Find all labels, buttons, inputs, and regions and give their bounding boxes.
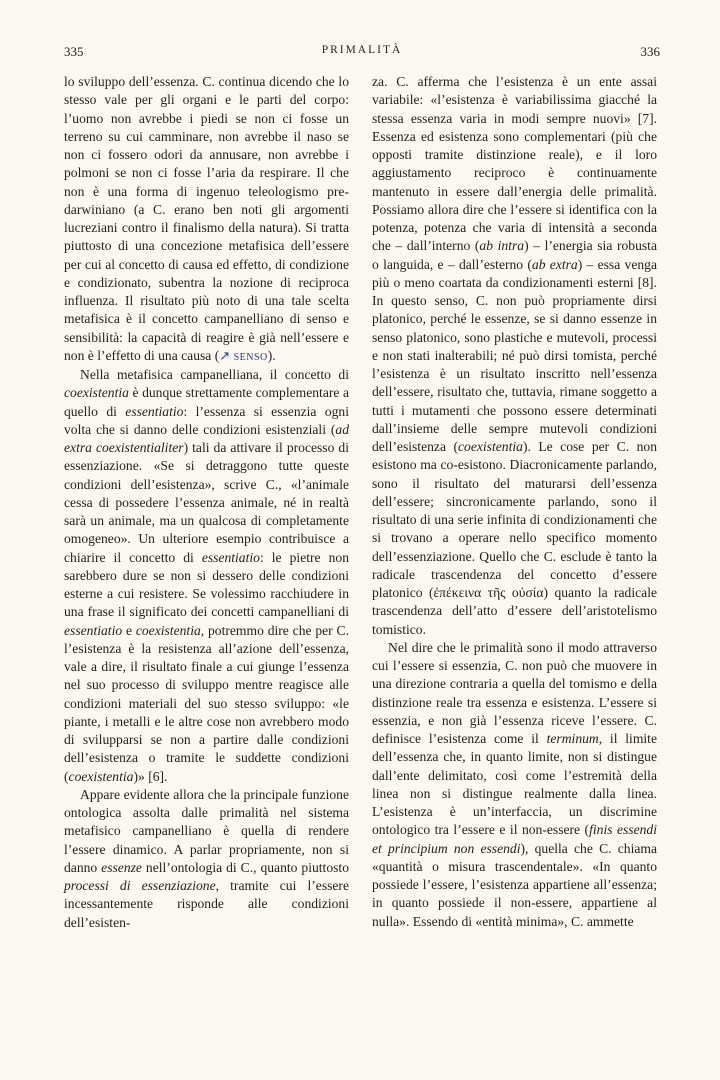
running-title: PRIMALITÀ	[321, 44, 403, 56]
cross-reference-link[interactable]	[219, 348, 268, 363]
right-column	[372, 73, 657, 931]
arrow-northeast-icon: ↗	[219, 348, 231, 364]
paragraph: Nel dire che le primalità sono il modo attraverso cui l’essere si essenzia, C. non può che muovere in una direzione contraria a quella del tomismo e della distinzione reale tra essenza e esistenza. L’essere si essenzia, e non già l’essenza riceve l’essere. C. definisce l’esistenza come il terminum, il limite dell’essenza che, in quanto limite, non si distingue dall’ente delimitato, così come l’estremità della linea non si distingue realmente dalla linea. L’esistenza è un’interfaccia, un discrimine ontologico tra l’essere e il non-essere (finis essendi et principium non essendi), quella che C. chiama «quantità o misura trascendentale». «In quanto possiede l’essere, l’esistenza appartiene all’essenza; in quanto possiede il non-essere, appartiene al nulla». Essendo di «entità minima», C. ammette	[372, 639, 658, 929]
paragraph: Appare evidente allora che la principale funzione ontologica assolta dalle primalità nel sistema metafisico campanelliano è quella di rendere l’essere dinamico. A parlar propriamente, non si danno essenze nell’ontologia di C., quanto piuttosto processi di essenziazione, tramite cui l’essere incessantemente risponde alle condizioni dell’esisten-	[64, 786, 349, 930]
page-number-left: 335	[64, 44, 84, 59]
paragraph: Nella metafisica campanelliana, il concetto di coexistentia è dunque strettamente complementare a quello di essentiatio: l’essenza si essenzia ogni volta che si danno delle condizioni esistenziali (ad extra coexistentialiter) tali da attivare il processo di essenziazione. «Se si detraggono tutte queste condizioni dell’esistenza», scrive C., «l’animale cessa di possedere l’essenza animale, né in realtà sarà un animale, ma un qualcosa di completamente omogeneo». Un ulteriore esempio contribuisce a chiarire il concetto di essentiatio: le pietre non sarebbero dure se non si dessero delle condizioni esterne a cui resistere. Se volessimo racchiudere in una frase il significato dei concetti campanelliani di essentiatio e coexistentia, potremmo dire che per C. l’esistenza è la resistenza all’azione dell’essenza, vale a dire, il risultato finale a cui giunge l’essenza nel suo processo di sviluppo mentre reagisce alle condizioni materiali del suo stesso sviluppo: «le piante, i metalli e le altre cose non avrebbero modo di svilupparsi se non a partire dalle condizioni dell’esistenza o tramite le suddette condizioni (coexistentia)» [6].	[64, 367, 350, 784]
paragraph: lo sviluppo dell’essenza. C. continua dicendo che lo stesso vale per gli organi e le parti del corpo: l’uomo non avrebbe i piedi se non ci fosse un terreno su cui camminare, non avrebbe il naso se non ci fossero odori da annusare, non avrebbe i polmoni se non ci fosse l’aria da respirare. Il che non è una forma di ingenuo teleologismo pre-darwiniano (a C. erano ben noti gli argomenti lucreziani contro il finalismo della natura). Si tratta piuttosto di una concezione metafisica dell’essere per cui al concetto di causa ed effetto, di condizione e condizionato, subentra la nozione di reciproca influenza. Il risultato più noto di una tale scelta metafisica è il concetto campanelliano di senso e sensibilità: la capacità di reagire è già nell’essere e non è l’effetto di una causa (↗ senso).	[64, 74, 349, 364]
cross-reference-label: senso	[233, 347, 268, 363]
left-column	[64, 73, 349, 932]
page-number-right: 336	[640, 44, 660, 59]
paragraph: za. C. afferma che l’esistenza è un ente assai variabile: «l’esistenza è variabilissima giacché la stessa essenza varia in modi sempre nuovi» [7]. Essenza ed esistenza sono complementari (più che opposti tramite distinzione reale), e il loro aggiustamento reciproco è continuamente mantenuto in essere dall’energia delle primalità. Possiamo allora dire che l’essere si identifica con la potenza, potenza che varia di intensità a seconda che – dall’interno (ab intra) – l’energia sia robusta o languida, e – dall’esterno (ab extra) – essa venga più o meno coartata da condizionamenti esterni [8]. In questo senso, C. non può propriamente dirsi platonico, perché le essenze, se si danno essenze in senso platonico, sono plastiche e mutevoli, processi e non stati inalterabili; né può dirsi tomista, perché l’esistenza è un risultato inscritto nell’essenza dell’essere, risultato che, tuttavia, rimane soggetto a tutti i mutamenti che possono essere determinati dall’insieme delle sempre mutevoli condizioni dell’esistenza (coexistentia). Le cose per C. non esistono ma co-esistono. Diacronicamente parlando, sono il risultato del maturarsi dell’essenza dell’essere; sincronicamente parlando, sono il risultato di una serie infinita di condizionamenti che si trovano a operare nello specifico momento dell’essenziazione. Quello che C. esclude è tanto la radicale trascendenza del concetto d’essere platonico (ἐπέκεινα τῆς οὐσία) quanto la radicale trascendenza dell’atto d’essere dell’aristotelismo tomistico.	[372, 74, 658, 637]
running-header	[64, 44, 660, 64]
